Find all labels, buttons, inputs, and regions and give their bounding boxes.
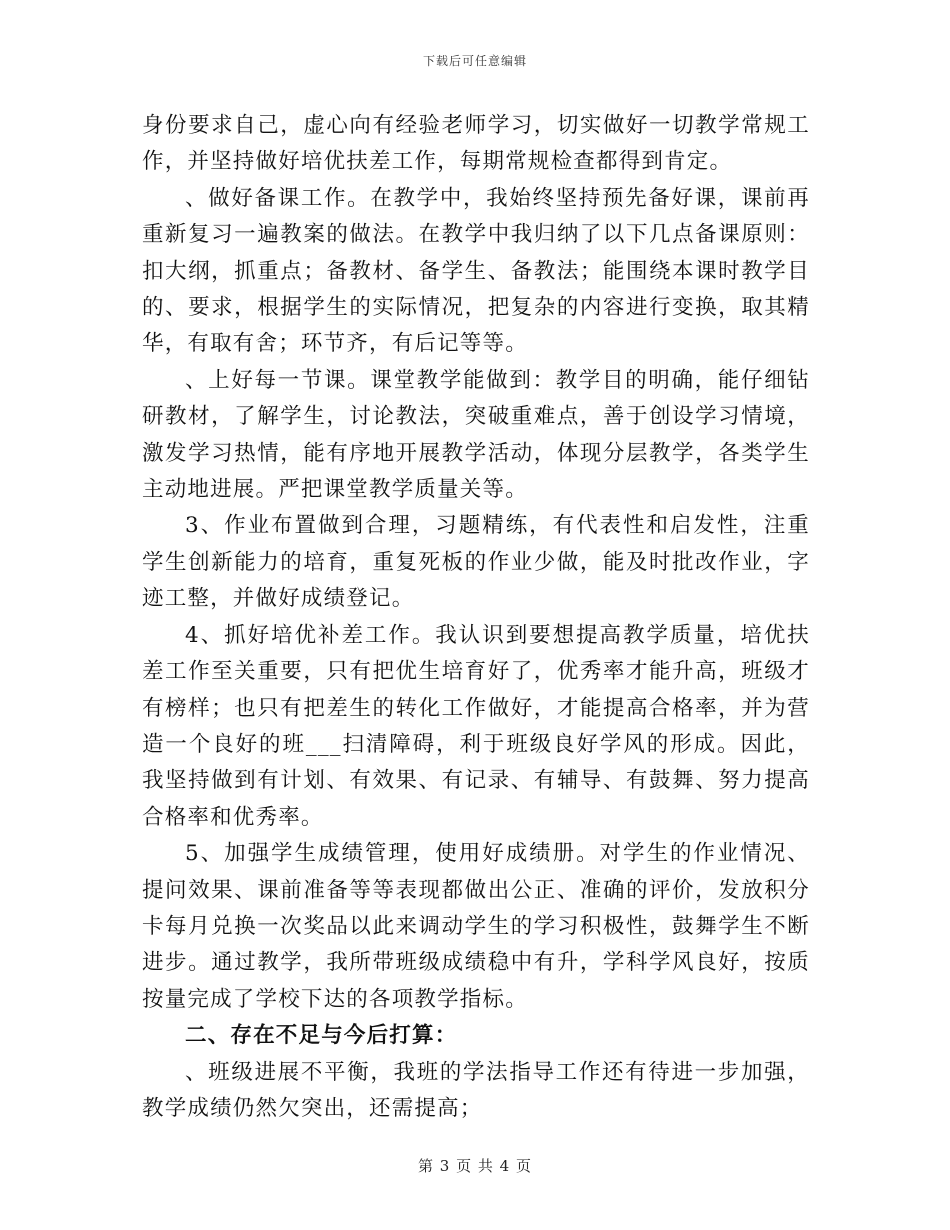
- page-number-footer: 第 3 页 共 4 页: [418, 1157, 532, 1175]
- paragraph-lesson-preparation: 、做好备课工作。在教学中，我始终坚持预先备好课，课前再重新复习一遍教案的做法。在教学中我归纳了以下几点备课原则：扣大纲，抓重点；备教材、备学生、备教法；能围绕本课时教学目的、要求，根据学生的实际情况，把复杂的内容进行变换，取其精华，有取有舍；环节齐，有后记等等。: [142, 185, 810, 357]
- page-header: 下载后可任意编辑: [422, 54, 527, 68]
- paragraph-homework: 3、作业布置做到合理，习题精练，有代表性和启发性，注重学生创新能力的培育，重复死板的作业少做，能及时批改作业，字迹工整，并做好成绩登记。: [142, 513, 810, 612]
- section-heading: 二、存在不足与今后打算：: [185, 1023, 458, 1049]
- paragraph-tutoring: 4、抓好培优补差工作。我认识到要想提高教学质量，培优扶差工作至关重要，只有把优生培育好了，优秀率才能升高，班级才有榜样；也只有把差生的转化工作做好，才能提高合格率，并为营造一个良好的班___扫清障碍，利于班级良好学风的形成。因此，我坚持做到有计划、有效果、有记录、有辅导、有鼓舞、努力提高合格率和优秀率。: [142, 622, 810, 830]
- paragraph-shortcomings: 、班级进展不平衡，我班的学法指导工作还有待进一步加强，教学成绩仍然欠突出，还需提高；: [142, 1059, 810, 1121]
- paragraph-continued: 身份要求自己，虚心向有经验老师学习，切实做好一切教学常规工作，并坚持做好培优扶差工作，每期常规检查都得到肯定。: [142, 113, 810, 175]
- document-body: [142, 108, 810, 1127]
- paragraph-grade-management: 5、加强学生成绩管理，使用好成绩册。对学生的作业情况、提问效果、课前准备等等表现都做出公正、准确的评价，发放积分卡每月兑换一次奖品以此来调动学生的学习积极性，鼓舞学生不断进步。通过教学，我所带班级成绩稳中有升，学科学风良好，按质按量完成了学校下达的各项教学指标。: [142, 841, 810, 1012]
- paragraph-classroom-teaching: 、上好每一节课。课堂教学能做到：教学目的明确，能仔细钻研教材，了解学生，讨论教法，突破重难点，善于创设学习情境，激发学习热情，能有序地开展教学活动，体现分层教学，各类学生主动地进展。严把课堂教学质量关等。: [142, 367, 810, 503]
